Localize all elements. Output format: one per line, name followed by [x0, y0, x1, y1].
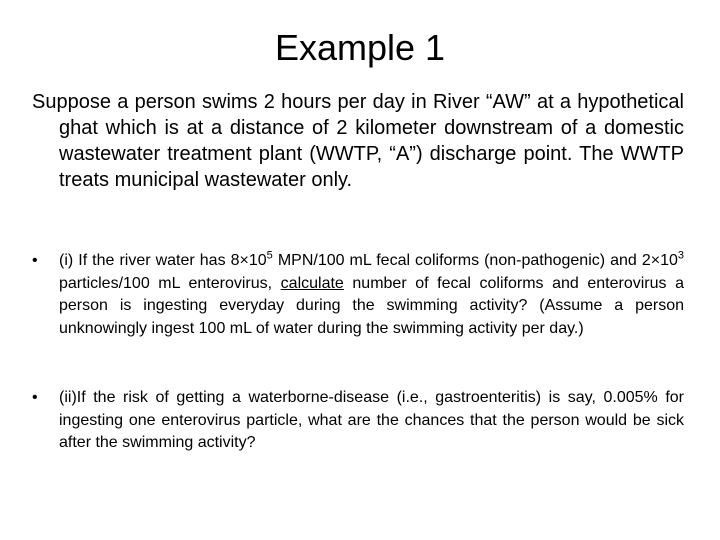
- intro-paragraph: Suppose a person swims 2 hours per day in River “AW” at a hypothetical ghat which is at a distance of 2 kilometer downstream of a domestic wastewater treatment plant (WWTP, “A”) discharge point. The WWTP treats municipal wastewater only.: [32, 91, 684, 191]
- bullet-2-text: (ii)If the risk of getting a waterborne-disease (i.e., gastroenteritis) is say, 0.005% for ingesting one enterovirus particle, what are the chances that the person would be sick after the swimming activity?: [59, 389, 684, 451]
- bullet-1-text-c: particles/100 mL enterovirus,: [59, 274, 281, 292]
- bullet-1-exponent-a: 5: [266, 249, 273, 262]
- bullet-1-underlined-word: calculate: [280, 274, 344, 292]
- bullet-dot-icon: •: [32, 252, 38, 269]
- bullet-1-exponent-b: 3: [677, 249, 685, 262]
- bullet-1-text-d: number of fecal coliforms and enterovirus a person is ingesting everyday during the swimming activity? (Assume a person unknowingly ingest 100 mL of water during the swimming activity per day.): [59, 274, 684, 337]
- bullet-item-1: [32, 250, 684, 340]
- bullet-dot-icon: •: [32, 389, 38, 406]
- slide-title: Example 1: [274, 27, 446, 68]
- bullet-1-text-b: MPN/100 mL fecal coliforms (non-pathogenic) and 2×10: [272, 252, 678, 269]
- bullet-1-text-a: (i) If the river water has 8×10: [59, 252, 267, 269]
- bullet-item-2: [32, 387, 684, 455]
